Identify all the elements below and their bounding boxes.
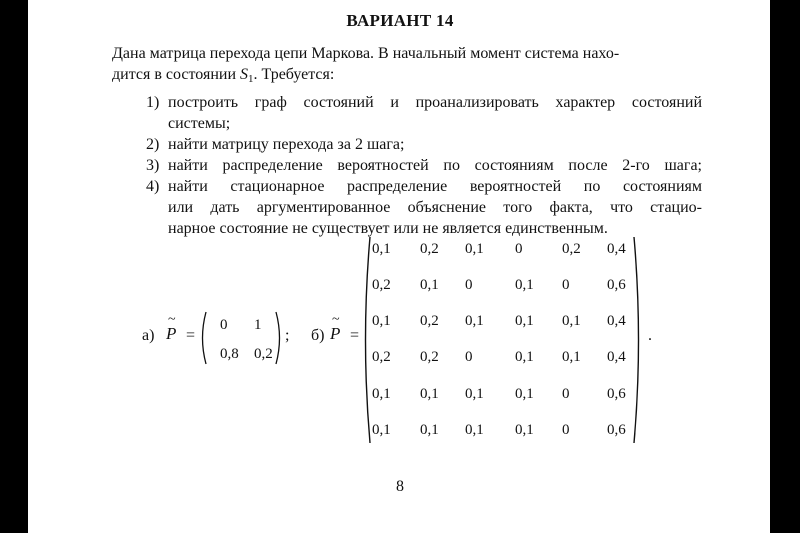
state-symbol <box>240 66 254 83</box>
tilde-b: ~ <box>332 312 340 327</box>
matrix-a-left-paren <box>198 311 208 365</box>
task-1-number: 1) <box>146 94 160 111</box>
matrix-cell: 1 <box>254 317 262 333</box>
matrix-cell: 0 <box>562 386 570 402</box>
task-2-line-1: найти матрицу перехода за 2 шага; <box>168 136 405 153</box>
state-subscript: 1 <box>248 73 254 85</box>
matrix-cell: 0,1 <box>465 386 484 402</box>
matrix-cell: 0,2 <box>420 241 439 257</box>
matrix-cell: 0,1 <box>515 386 534 402</box>
formula-b-label: б) <box>311 327 325 344</box>
intro-line-1: Дана матрица перехода цепи Маркова. В начальный момент система нахо- <box>112 45 620 62</box>
matrix-cell: 0,4 <box>607 349 626 365</box>
matrix-cell: 0,6 <box>607 277 626 293</box>
equals-b: = <box>350 327 360 344</box>
semicolon: ; <box>285 327 290 344</box>
equals-a: = <box>186 327 196 344</box>
formula-a-label: а) <box>142 327 155 344</box>
matrix-cell: 0,2 <box>562 241 581 257</box>
matrix-cell: 0,1 <box>562 313 581 329</box>
task-3-number: 3) <box>146 157 160 174</box>
matrix-cell: 0,1 <box>562 349 581 365</box>
p-tilde-b <box>330 312 341 344</box>
matrix-cell: 0,2 <box>254 346 273 362</box>
task-1-line-1: построить граф состояний и проанализировать характер состояний <box>168 94 702 111</box>
task-4-number: 4) <box>146 178 160 195</box>
task-1-line-2: системы; <box>168 115 231 132</box>
task-4-line-2: или дать аргументированное объяснение того факта, что стацио- <box>168 199 702 216</box>
matrix-cell: 0,1 <box>515 422 534 438</box>
matrix-cell: 0,1 <box>372 422 391 438</box>
matrix-cell: 0 <box>562 277 570 293</box>
matrix-cell: 0,1 <box>465 241 484 257</box>
intro-line-2-end: . Требуется: <box>253 66 335 83</box>
matrix-cell: 0,1 <box>515 349 534 365</box>
page-number: 8 <box>396 478 404 495</box>
right-black-border <box>770 0 800 533</box>
matrix-cell: 0,2 <box>420 313 439 329</box>
p-symbol-a: P <box>166 324 177 343</box>
p-symbol-b: P <box>330 324 341 343</box>
matrix-cell: 0,2 <box>372 349 391 365</box>
matrix-cell: 0,4 <box>607 313 626 329</box>
task-4-line-1: найти стационарное распределение вероятностей по состояниям <box>168 178 702 195</box>
matrix-cell: 0,2 <box>420 349 439 365</box>
matrix-cell: 0,1 <box>515 313 534 329</box>
matrix-cell: 0,1 <box>515 277 534 293</box>
matrix-cell: 0,1 <box>465 422 484 438</box>
matrix-cell: 0 <box>515 241 523 257</box>
matrix-a-right-paren <box>274 311 284 365</box>
matrix-cell: 0 <box>465 349 473 365</box>
matrix-cell: 0,1 <box>420 277 439 293</box>
task-3-line-1: найти распределение вероятностей по состояниям после 2-го шага; <box>168 157 702 174</box>
tilde-a: ~ <box>168 312 176 327</box>
matrix-b-left-paren <box>360 236 372 444</box>
intro-line-2 <box>112 64 700 90</box>
matrix-cell: 0,1 <box>372 386 391 402</box>
matrix-cell: 0,6 <box>607 422 626 438</box>
matrix-cell: 0 <box>562 422 570 438</box>
matrix-cell: 0,1 <box>465 313 484 329</box>
final-period: . <box>648 327 652 344</box>
matrix-cell: 0,6 <box>607 386 626 402</box>
matrix-cell: 0,1 <box>372 313 391 329</box>
matrix-cell: 0,8 <box>220 346 239 362</box>
matrix-cell: 0,2 <box>372 277 391 293</box>
matrix-cell: 0,1 <box>372 241 391 257</box>
matrix-cell: 0 <box>465 277 473 293</box>
intro-line-2-text: дится в состоянии <box>112 66 237 83</box>
matrix-cell: 0,4 <box>607 241 626 257</box>
state-letter: S <box>240 66 249 83</box>
matrix-cell: 0,1 <box>420 386 439 402</box>
matrix-cell: 0,1 <box>420 422 439 438</box>
task-4-line-3: нарное состояние не существует или не является единственным. <box>168 220 608 237</box>
p-tilde-a <box>166 312 177 344</box>
matrix-b-right-paren <box>632 236 644 444</box>
left-black-border <box>0 0 28 533</box>
task-2-number: 2) <box>146 136 160 153</box>
matrix-cell: 0 <box>220 317 228 333</box>
variant-title: ВАРИАНТ 14 <box>346 11 454 30</box>
